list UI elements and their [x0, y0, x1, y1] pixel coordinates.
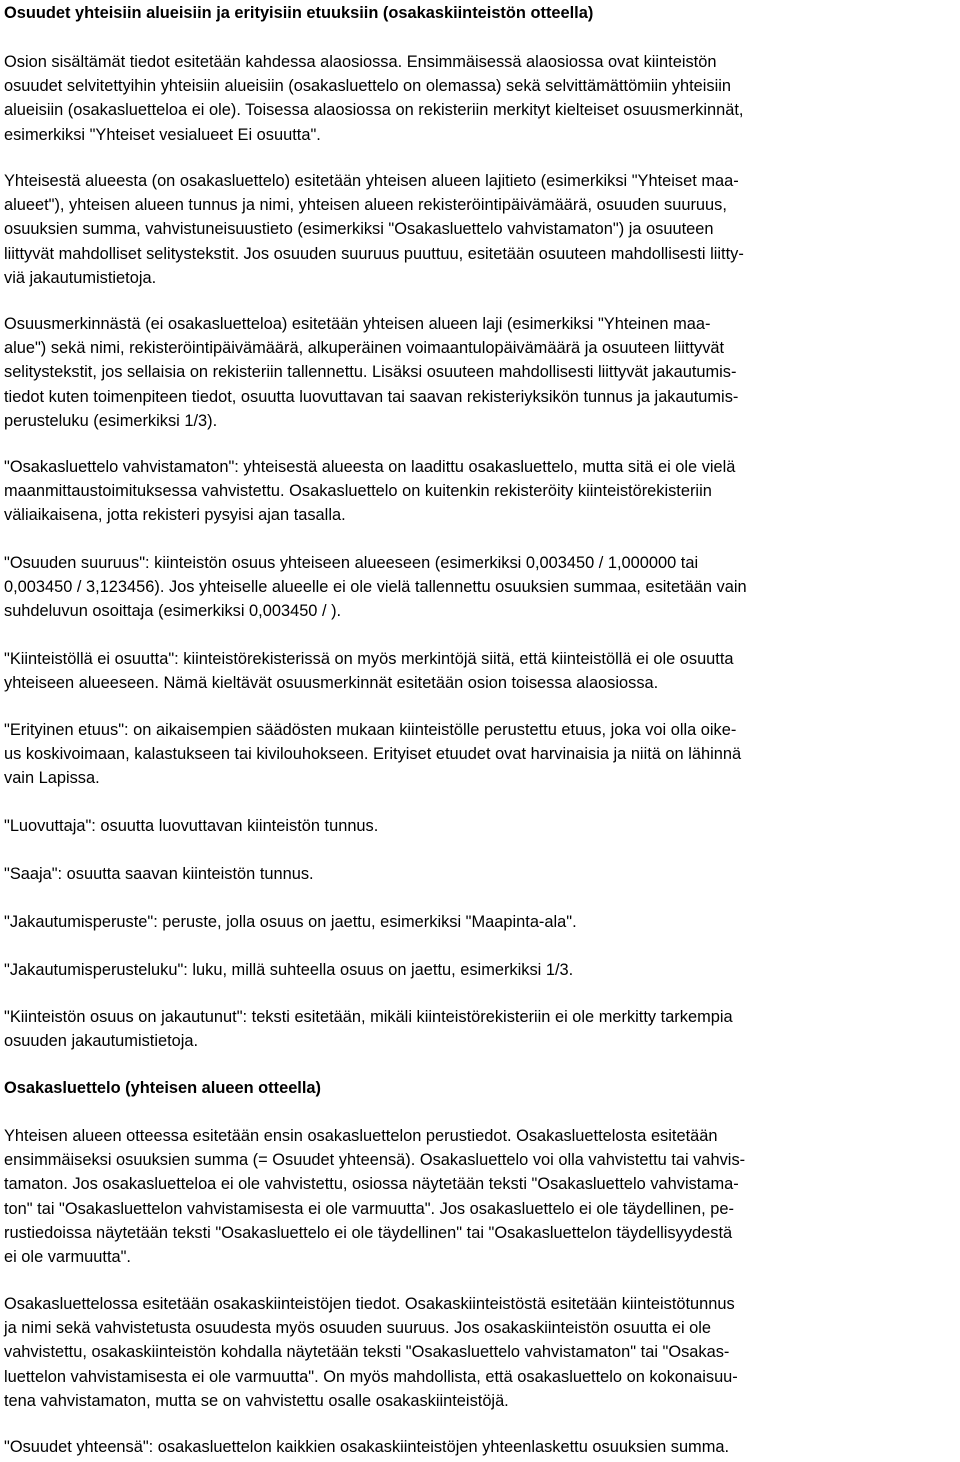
paragraph-common-area: Yhteisestä alueesta (on osakasluettelo) esitetään yhteisen alueen lajitieto (esimerkiksi "Yhteiset maa- alueet"), yhteisen alueen tunnus ja nimi, yhteisen alueen rekisteröintipäivämäärä, osuuden suuruus, osuuksien summa, vahvistuneisuustieto (esimerkiksi "Osakasluettelo vahvistamaton") ja osuuteen liittyvät mahdolliset selitystekstit. Jos osuuden suuruus puuttuu, esitetään osuuteen mahdollisesti liitty- viä jakautumistietoja.	[4, 172, 744, 287]
paragraph-unconfirmed-list: "Osakasluettelo vahvistamaton": yhteisestä alueesta on laadittu osakasluettelo, mutta sitä ei ole vielä maanmittaustoimituksessa vahvistettu. Osakasluettelo on kuitenkin rekisteröity kiinteistörekisteriin väliaikaisena, jotta rekisteri pysyisi ajan tasalla.	[4, 458, 736, 525]
paragraph-share-divided: "Kiinteistön osuus on jakautunut": teksti esitetään, mikäli kiinteistörekisteriin ei ole merkitty tarkempia osuuden jakautumistietoja.	[4, 1008, 733, 1051]
paragraph-transferor: "Luovuttaja": osuutta luovuttavan kiinteistön tunnus.	[4, 817, 379, 835]
paragraph-share-entry: Osuusmerkinnästä (ei osakasluetteloa) esitetään yhteisen alueen laji (esimerkiksi "Yhteinen maa- alue") sekä nimi, rekisteröintipäivämäärä, alkuperäinen voimaantulopäivämäärä ja osuuteen liittyvät selitystekstit, jos sellaisia on rekisteriin tallennettu. Lisäksi osuuteen mahdollisesti liittyvät jakautumis- tiedot kuten toimenpiteen tiedot, osuutta luovuttavan tai saavan rekisteriyksikön tunnus ja jakautumis- perusteluku (esimerkiksi 1/3).	[4, 315, 739, 430]
paragraph-division-basis: "Jakautumisperuste": peruste, jolla osuus on jaettu, esimerkiksi "Maapinta-ala".	[4, 913, 577, 931]
paragraph-shareholder-properties: Osakasluettelossa esitetään osakaskiinteistöjen tiedot. Osakaskiinteistöstä esitetään kiinteistötunnus ja nimi sekä vahvistetusta osuudesta myös osuuden suuruus. Jos osakaskiinteistön osuutta ei ole vahvistettu, osakaskiinteistön kohdalla näytetään teksti "Osakasluettelo vahvistamaton" tai "Osakas- luettelon vahvistamisesta ei ole varmuutta". On myös mahdollista, että osakasluettelo on kokonaisuu- tena vahvistamaton, mutta se on vahvistettu osalle osakaskiinteistöjä.	[4, 1295, 738, 1410]
paragraph-share-size: "Osuuden suuruus": kiinteistön osuus yhteiseen alueeseen (esimerkiksi 0,003450 / 1,000000 tai 0,003450 / 3,123456). Jos yhteiselle alueelle ei ole vielä tallennettu osuuksien summaa, esitetään vain suhdeluvun osoittaja (esimerkiksi 0,003450 / ).	[4, 554, 747, 621]
section-heading-shares: Osuudet yhteisiin alueisiin ja erityisiin etuuksiin (osakaskiinteistön otteella)	[4, 4, 594, 22]
paragraph-special-benefit: "Erityinen etuus": on aikaisempien säädösten mukaan kiinteistölle perustettu etuus, joka voi olla oike- us koskivoimaan, kalastukseen tai kivilouhokseen. Erityiset etuudet ovat harvinaisia ja niitä on lähinnä vain Lapissa.	[4, 721, 742, 788]
paragraph-division-ratio: "Jakautumisperusteluku": luku, millä suhteella osuus on jaettu, esimerkiksi 1/3.	[4, 961, 574, 979]
paragraph-intro: Osion sisältämät tiedot esitetään kahdessa alaosiossa. Ensimmäisessä alaosiossa ovat kiinteistön osuudet selvitettyihin yhteisiin alueisiin (osakasluettelo on olemassa) sekä selvittämättömiin yhteisiin alueisiin (osakasluetteloa ei ole). Toisessa alaosiossa on rekisteriin merkityt kielteiset osuusmerkinnät, esimerkiksi "Yhteiset vesialueet Ei osuutta".	[4, 53, 744, 144]
paragraph-shares-total: "Osuudet yhteensä": osakasluettelon kaikkien osakaskiinteistöjen yhteenlaskettu osuuksien summa.	[4, 1438, 730, 1456]
section-heading-shareholder-list: Osakasluettelo (yhteisen alueen otteella)	[4, 1079, 321, 1097]
paragraph-no-share: "Kiinteistöllä ei osuutta": kiinteistörekisterissä on myös merkintöjä siitä, että kiinteistöllä ei ole osuutta yhteiseen alueeseen. Nämä kieltävät osuusmerkinnät esitetään osion toisessa alaosiossa.	[4, 650, 734, 693]
paragraph-list-basics: Yhteisen alueen otteessa esitetään ensin osakasluettelon perustiedot. Osakasluettelosta esitetään ensimmäiseksi osuuksien summa (= Osuudet yhteensä). Osakasluettelo voi olla vahvistettu tai vahvis- tamaton. Jos osakasluetteloa ei ole vahvistettu, osiossa näytetään teksti "Osakasluettelo vahvistama- ton" tai "Osakasluettelon vahvistamisesta ei ole varmuutta". Jos osakasluettelo ei ole täydellinen, pe- rustiedoissa näytetään teksti "Osakasluettelo ei ole täydellinen" tai "Osakasluettelon täydellisyydestä ei ole varmuutta".	[4, 1127, 746, 1266]
paragraph-recipient: "Saaja": osuutta saavan kiinteistön tunnus.	[4, 865, 314, 883]
